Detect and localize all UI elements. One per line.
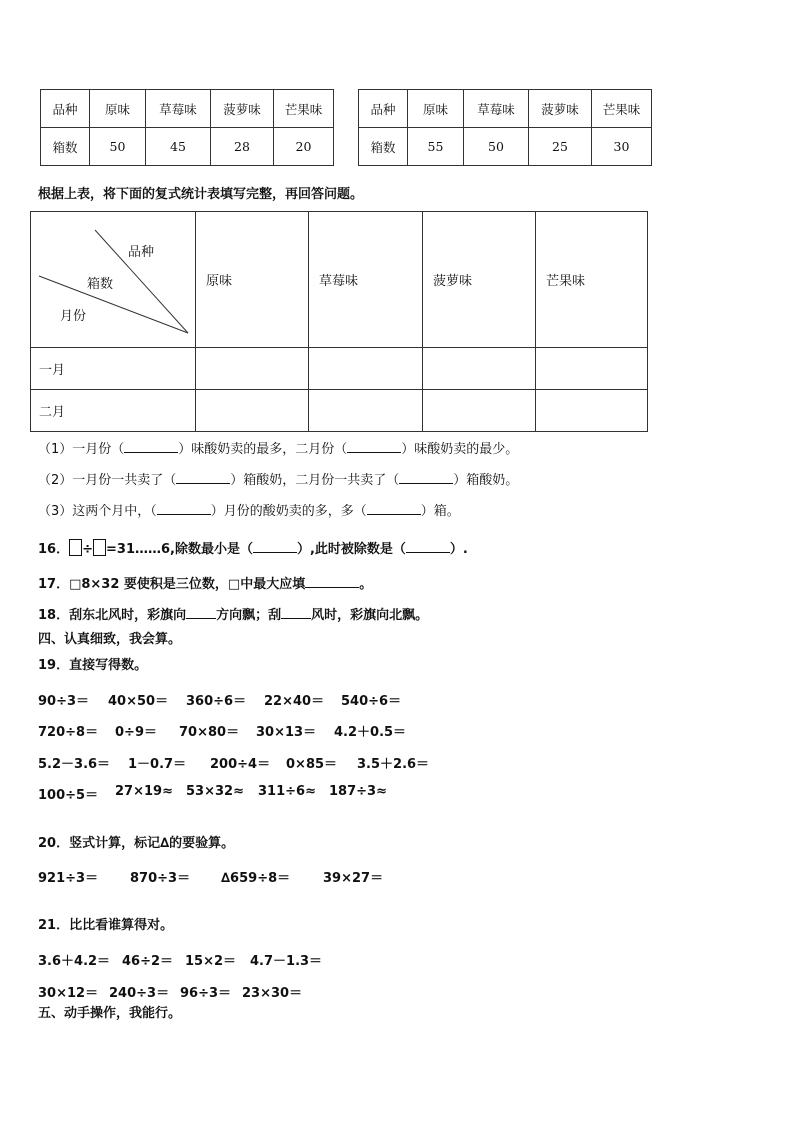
instruction-text: 根据上表，将下面的复式统计表填写完整，再回答问题。 (38, 187, 364, 202)
calc-item: 30×13＝ (256, 725, 317, 740)
table-cell: 原味 (408, 90, 464, 128)
table-cell: 20 (274, 128, 334, 166)
table-cell: 箱数 (41, 128, 90, 166)
question-text: ）箱。 (420, 504, 460, 519)
answer-blank[interactable] (347, 440, 401, 453)
table-cell: 菠萝味 (211, 90, 274, 128)
table-february-row (359, 128, 652, 166)
answer-blank[interactable] (124, 440, 178, 453)
calc-item: 200÷4＝ (210, 757, 271, 772)
calc-item: 96÷3＝ (180, 986, 232, 1001)
table-cell: 50 (90, 128, 146, 166)
row-label: 二月 (31, 390, 196, 432)
question-text: （1）一月份（ (38, 442, 125, 457)
table-row (31, 390, 648, 432)
table-cell: 50 (464, 128, 529, 166)
answer-blank[interactable] (406, 540, 450, 553)
table-cell: 25 (529, 128, 592, 166)
table-january-header (41, 90, 334, 128)
calc-item: 39×27＝ (323, 871, 384, 886)
column-header: 原味 (196, 212, 309, 348)
calc-item: 15×2＝ (185, 954, 237, 969)
question-text: ）箱酸奶。 (453, 473, 519, 488)
empty-cell[interactable] (196, 390, 309, 432)
problem-text: 方向飘；刮 (216, 608, 282, 623)
problem-18 (38, 606, 428, 624)
calc-item: 187÷3≈ (329, 784, 387, 799)
calc-item: 90÷3＝ (38, 694, 90, 709)
corner-cell (31, 212, 196, 348)
empty-cell[interactable] (423, 390, 536, 432)
problem-text: 风时，彩旗向北飘。 (311, 608, 429, 623)
calc-item: 921÷3＝ (38, 871, 99, 886)
question-text: （2）一月份一共卖了（ (38, 473, 177, 488)
calc-item: 70×80＝ (179, 725, 240, 740)
problem-text: =31……6,除数最小是（ (106, 542, 253, 557)
question-text: ）箱酸奶，二月份一共卖了（ (230, 473, 400, 488)
calc-item: 0÷9＝ (115, 725, 157, 740)
problem-number: 16． (38, 542, 70, 557)
table-cell: 箱数 (359, 128, 408, 166)
question-3 (38, 502, 460, 520)
dividend-box[interactable] (69, 539, 82, 556)
table-cell: 55 (408, 128, 464, 166)
table-cell: 芒果味 (592, 90, 652, 128)
answer-blank[interactable] (281, 606, 311, 619)
question-1 (38, 440, 518, 458)
corner-label-boxes: 箱数 (87, 277, 114, 292)
row-label: 一月 (31, 348, 196, 390)
compound-table-header (31, 212, 648, 348)
section-5-title: 五、动手操作，我能行。 (38, 1006, 182, 1021)
problem-17 (38, 575, 372, 593)
calc-item: 240÷3＝ (109, 986, 170, 1001)
problem-text: 17．□8×32 要使积是三位数，□中最大应填 (38, 577, 306, 592)
divisor-box[interactable] (93, 539, 106, 556)
table-cell: 草莓味 (464, 90, 529, 128)
empty-cell[interactable] (196, 348, 309, 390)
table-cell: 品种 (41, 90, 90, 128)
calc-item: ∆659÷8＝ (221, 871, 291, 886)
table-cell: 芒果味 (274, 90, 334, 128)
problem-text: 18．刮东北风时，彩旗向 (38, 608, 187, 623)
table-cell: 30 (592, 128, 652, 166)
calc-item: 22×40＝ (264, 694, 325, 709)
problem-19-title: 19．直接写得数。 (38, 658, 148, 673)
calc-item: 4.7－1.3＝ (250, 954, 323, 969)
calc-item: 27×19≈ (115, 784, 173, 799)
table-cell: 品种 (359, 90, 408, 128)
table-february (358, 89, 652, 166)
answer-blank[interactable] (305, 575, 359, 588)
divide-sign: ÷ (82, 542, 93, 557)
column-header: 菠萝味 (423, 212, 536, 348)
calc-item: 360÷6＝ (186, 694, 247, 709)
calc-item: 311÷6≈ (258, 784, 316, 799)
calc-item: 4.2＋0.5＝ (334, 725, 407, 740)
answer-blank[interactable] (186, 606, 216, 619)
empty-cell[interactable] (423, 348, 536, 390)
empty-cell[interactable] (309, 390, 423, 432)
table-cell: 45 (146, 128, 211, 166)
calc-item: 0×85＝ (286, 757, 338, 772)
answer-blank[interactable] (253, 540, 297, 553)
column-header: 草莓味 (309, 212, 423, 348)
table-row (31, 348, 648, 390)
problem-16 (38, 539, 468, 558)
calc-item: 30×12＝ (38, 986, 99, 1001)
corner-label-month: 月份 (60, 309, 87, 324)
calc-item: 5.2－3.6＝ (38, 757, 111, 772)
calc-item: 720÷8＝ (38, 725, 99, 740)
problem-text: 。 (359, 577, 373, 592)
table-cell: 菠萝味 (529, 90, 592, 128)
table-february-header (359, 90, 652, 128)
column-header: 芒果味 (536, 212, 648, 348)
table-january-row (41, 128, 334, 166)
problem-text: ）,此时被除数是（ (296, 542, 406, 557)
corner-label-variety: 品种 (128, 245, 155, 260)
question-text: ）味酸奶卖的最少。 (401, 442, 519, 457)
calc-item: 3.5＋2.6＝ (357, 757, 430, 772)
question-2 (38, 471, 518, 489)
problem-text: ）. (449, 542, 468, 557)
answer-blank[interactable] (157, 502, 211, 515)
table-cell: 草莓味 (146, 90, 211, 128)
table-cell: 原味 (90, 90, 146, 128)
table-january (40, 89, 334, 166)
calc-item: 46÷2＝ (122, 954, 174, 969)
empty-cell[interactable] (309, 348, 423, 390)
calc-item: 23×30＝ (242, 986, 303, 1001)
section-4-title: 四、认真细致，我会算。 (38, 632, 182, 647)
diagonal-lines (31, 212, 196, 348)
calc-item: 53×32≈ (186, 784, 244, 799)
calc-item: 870÷3＝ (130, 871, 191, 886)
question-text: ）味酸奶卖的最多，二月份（ (178, 442, 348, 457)
answer-blank[interactable] (176, 471, 230, 484)
answer-blank[interactable] (367, 502, 421, 515)
compound-table (30, 211, 648, 432)
question-text: （3）这两个月中，（ (38, 504, 157, 519)
problem-21-title: 21．比比看谁算得对。 (38, 918, 174, 933)
calc-item: 40×50＝ (108, 694, 169, 709)
table-cell: 28 (211, 128, 274, 166)
calc-item: 540÷6＝ (341, 694, 402, 709)
calc-item: 3.6＋4.2＝ (38, 954, 111, 969)
calc-item: 100÷5＝ (38, 788, 99, 803)
answer-blank[interactable] (399, 471, 453, 484)
problem-20-title: 20．竖式计算，标记∆的要验算。 (38, 836, 235, 851)
question-text: ）月份的酸奶卖的多，多（ (210, 504, 367, 519)
empty-cell[interactable] (536, 390, 648, 432)
empty-cell[interactable] (536, 348, 648, 390)
calc-item: 1－0.7＝ (128, 757, 187, 772)
